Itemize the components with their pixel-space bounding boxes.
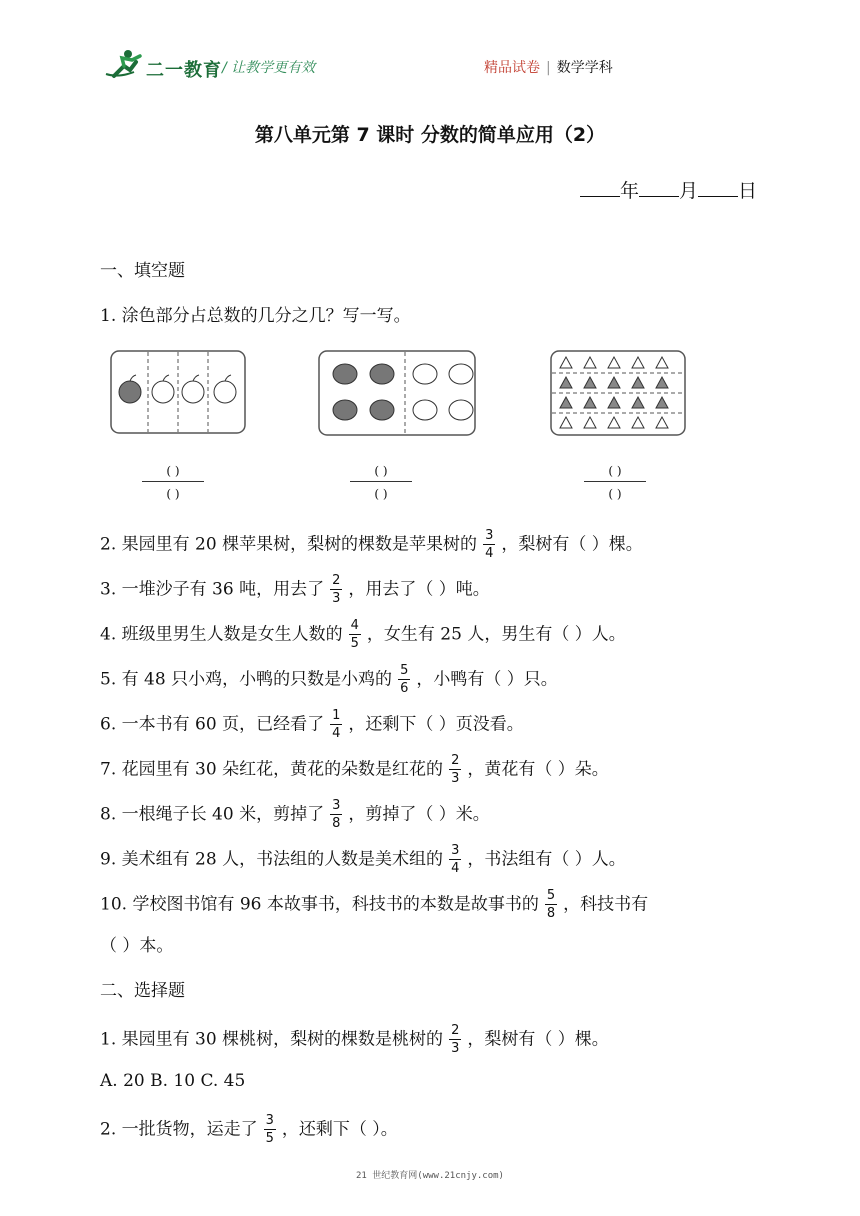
choice-question-1: 1. 果园里有 30 棵桃树，梨树的棵数是桃树的 $\frac{2}{3}$ ，梨树有（ ）棵。 — [100, 1023, 609, 1056]
question-4: 4. 班级里男生人数是女生人数的 $\frac{4}{5}$ ，女生有 25 人，男生有（ ）人。 — [100, 618, 626, 651]
fraction: $\frac{5}{6}$ — [400, 663, 409, 696]
question-1: 1. 涂色部分占总数的几分之几？写一写。 — [100, 306, 411, 326]
logo-text: 二一教育 — [146, 60, 222, 81]
question-7: 7. 花园里有 30 朵红花，黄花的朵数是红花的 $\frac{2}{3}$ ，黄花有（ ）朵。 — [100, 753, 609, 786]
section-heading-choice: 二、选择题 — [100, 981, 185, 1001]
footer-watermark: 21 世纪教育网(www.21cnjy.com) — [356, 1171, 504, 1181]
month-label: 月 — [679, 180, 699, 202]
fraction: $\frac{3}{8}$ — [332, 798, 341, 831]
circles-figure — [318, 350, 476, 436]
answer-den: ( ) — [608, 487, 622, 501]
month-blank[interactable] — [639, 182, 679, 197]
fraction: $\frac{2}{3}$ — [451, 1023, 460, 1056]
section-heading-fill: 一、填空题 — [100, 261, 185, 281]
answer-blank-3[interactable] — [584, 463, 646, 502]
answer-num: ( ) — [350, 463, 412, 482]
fraction: $\frac{3}{5}$ — [265, 1113, 274, 1146]
date-line — [580, 176, 757, 203]
choice-question-2: 2. 一批货物，运走了 $\frac{3}{5}$ ，还剩下（ ）。 — [100, 1113, 398, 1146]
question-3: 3. 一堆沙子有 36 吨，用去了 $\frac{2}{3}$ ，用去了（ ）吨。 — [100, 573, 490, 606]
dot-shaded-icon — [333, 400, 357, 420]
slogan: / 让教学更有效 — [222, 60, 316, 76]
fraction: $\frac{2}{3}$ — [332, 573, 341, 606]
question-6: 6. 一本书有 60 页，已经看了 $\frac{1}{4}$ ，还剩下（ ）页没看。 — [100, 708, 524, 741]
fraction: $\frac{2}{3}$ — [451, 753, 460, 786]
dot-icon — [449, 400, 473, 420]
fraction: $\frac{5}{8}$ — [546, 888, 556, 921]
answer-den: ( ) — [374, 487, 388, 501]
premium-tag: 精品试卷 — [484, 60, 540, 76]
fraction: $\frac{1}{4}$ — [332, 708, 341, 741]
apples-figure — [110, 350, 246, 434]
question-10: 10. 学校图书馆有 96 本故事书，科技书的本数是故事书的 $\frac{5}{8}$ ，科技书有 — [100, 888, 649, 921]
header-tags — [484, 57, 613, 77]
year-label: 年 — [620, 180, 640, 202]
dot-shaded-icon — [370, 364, 394, 384]
dot-shaded-icon — [333, 364, 357, 384]
dot-icon — [449, 364, 473, 384]
fraction: $\frac{3}{4}$ — [451, 843, 460, 876]
fraction: $\frac{4}{5}$ — [350, 618, 359, 651]
answer-blank-1[interactable] — [142, 463, 204, 502]
question-2: 2. 果园里有 20 棵苹果树，梨树的棵数是苹果树的 $\frac{3}{4}$ ，梨树有（ ）棵。 — [100, 528, 643, 561]
runner-logo-icon — [104, 48, 148, 80]
question-5: 5. 有 48 只小鸡，小鸭的只数是小鸡的 $\frac{5}{6}$ ，小鸭有（ ）只。 — [100, 663, 558, 696]
answer-num: ( ) — [142, 463, 204, 482]
day-label: 日 — [738, 180, 758, 202]
question-10-continued: （ ）本。 — [100, 936, 174, 956]
day-blank[interactable] — [698, 182, 738, 197]
answer-den: ( ) — [166, 487, 180, 501]
answer-num: ( ) — [584, 463, 646, 482]
answer-blank-2[interactable] — [350, 463, 412, 502]
subject-tag: 数学学科 — [556, 60, 613, 76]
page-title: 第八单元第 7 课时 分数的简单应用（2） — [254, 124, 606, 146]
header-separator: | — [546, 60, 551, 76]
dot-icon — [413, 400, 437, 420]
question-8: 8. 一根绳子长 40 米，剪掉了 $\frac{3}{8}$ ，剪掉了（ ）米。 — [100, 798, 490, 831]
triangles-figure — [550, 350, 686, 436]
dot-shaded-icon — [370, 400, 394, 420]
dot-icon — [413, 364, 437, 384]
fraction: $\frac{3}{4}$ — [485, 528, 494, 561]
year-blank[interactable] — [580, 182, 620, 197]
choice-options-1: A. 20 B. 10 C. 45 — [100, 1071, 246, 1091]
question-9: 9. 美术组有 28 人，书法组的人数是美术组的 $\frac{3}{4}$ ，书法组有（ ）人。 — [100, 843, 626, 876]
